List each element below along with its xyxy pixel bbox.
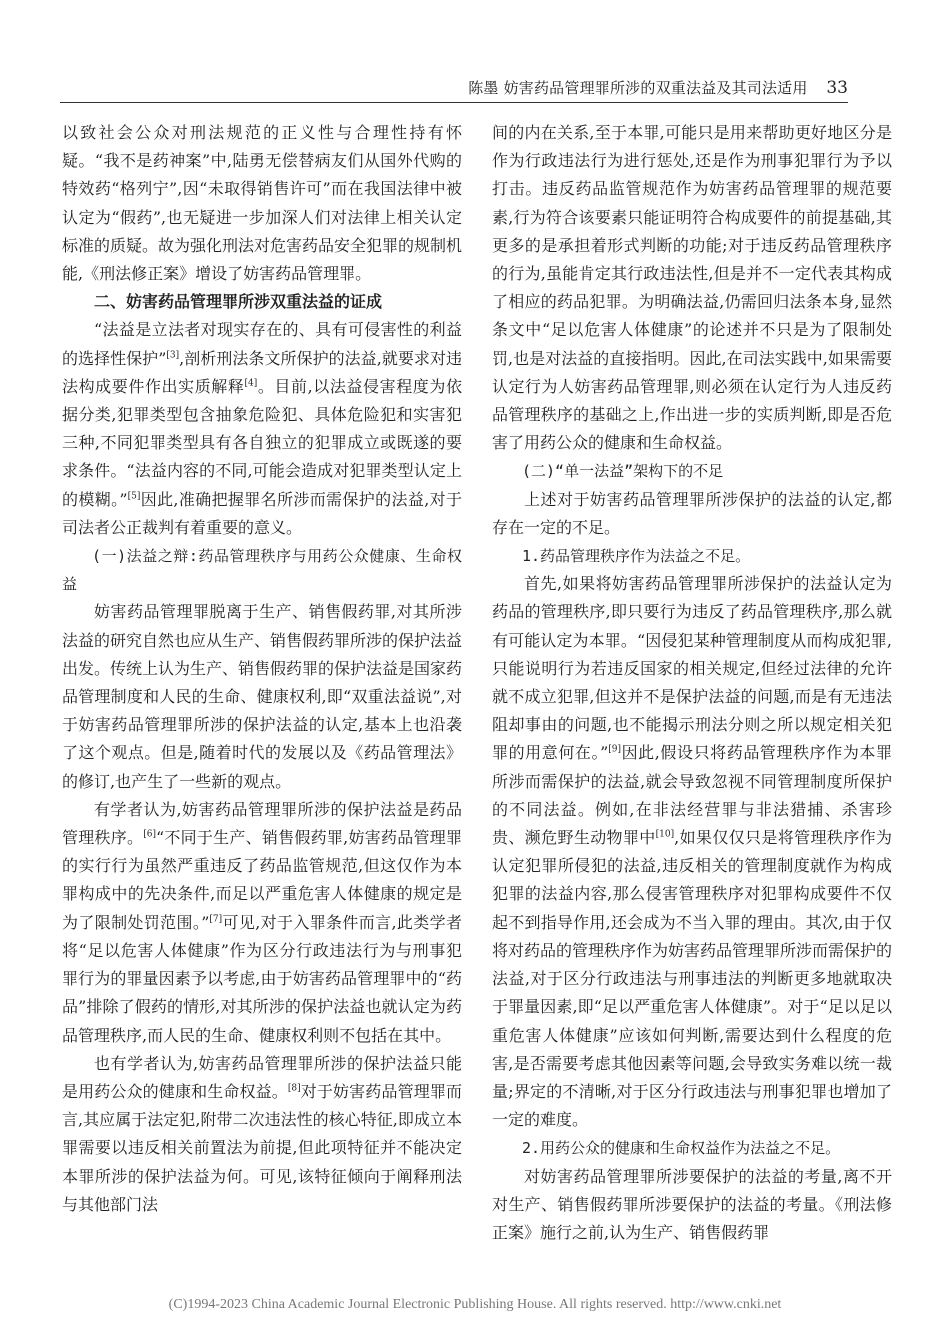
header-title: 陈墨 妨害药品管理罪所涉的双重法益及其司法适用 [468, 79, 808, 97]
section-heading: 二、妨害药品管理罪所涉双重法益的证成 [94, 292, 383, 312]
paragraph: 也有学者认为,妨害药品管理罪所涉的保护法益只能是用药公众的健康和生命权益。[8]对于妨害药品管理罪而言,其应属于法定犯,附带二次违法性的核心特征,即成立本罪需要以违反相关前置法为前提,但此项特征并不能决定本罪所涉的保护法益为何。可见,该特征倾向于阐释刑法与其他部门法 [62, 1053, 462, 1214]
citation-ref: [8] [287, 1083, 301, 1094]
copyright-footer: (C)1994-2023 China Academic Journal Electronic Publishing House. All rights reserved. http://www.cnki.net [168, 1297, 782, 1312]
citation-ref: [5] [127, 491, 141, 502]
citation-ref: [3] [166, 350, 180, 361]
page-number: 33 [826, 78, 848, 98]
paragraph: 以致社会公众对刑法规范的正义性与合理性持有怀疑。“我不是药神案”中,陆勇无偿替病友们从国外代购的特效药“格列宁”,因“未取得销售许可”而在我国法律中被认定为“假药”,也无疑进一步加深人们对法律上相关认定标准的质疑。故为强化刑法对危害药品安全犯罪的规制机能,《刑法修正案》增设了妨害药品管理罪。 [62, 123, 463, 284]
citation-ref: [10] [655, 829, 675, 840]
subsection-heading: 2.用药公众的健康和生命权益作为法益之不足。 [522, 1139, 841, 1158]
paragraph: 对妨害药品管理罪所涉要保护的法益的考量,离不开对生产、销售假药罪所涉要保护的法益的考量。《刑法修正案》施行之前,认为生产、销售假药罪 [492, 1166, 892, 1242]
paragraph: 首先,如果将妨害药品管理罪所涉保护的法益认定为药品的管理秩序,即只要行为违反了药品管理秩序,那么就有可能认定为本罪。“因侵犯某种管理制度从而构成犯罪,只能说明行为若违反国家的相关规定,但经过法律的允许就不成立犯罪,但这并不是保护法益的问题,而是有无违法阻却事由的问题,也不能揭示刑法分则之所以规定相关犯罪的用意何在。”[9]因此,假设只将药品管理秩序作为本罪所涉而需保护的法益,就会导致忽视不同管理制度所保护的不同法益。例如,在非法经营罪与非法猎捕、杀害珍贵、濒危野生动物罪中[10],如果仅仅只是将管理秩序作为认定犯罪所侵犯的法益,违反相关的管理制度就作为构成犯罪的法益内容,那么侵害管理秩序对犯罪构成要件不仅起不到指导作用,还会成为不当入罪的理由。其次,由于仅将对药品的管理秩序作为妨害药品管理罪所涉而需保护的法益,对于区分行政违法与刑事违法的判断更多地就取决于罪量因素,即“足以严重危害人体健康”。对于“足以足以重危害人体健康”应该如何判断,需要达到什么程度的危害,是否需要考虑其他因素等问题,会导致实务难以统一裁量;界定的不清晰,对于区分行政违法与刑事犯罪也增加了一定的难度。 [492, 574, 893, 1130]
subsection-heading: (二)“单一法益”架构下的不足 [522, 462, 724, 481]
paragraph: 有学者认为,妨害药品管理罪所涉的保护法益是药品管理秩序。[6]“不同于生产、销售假药罪,妨害药品管理罪的实行行为虽然严重违反了药品监管规范,但这仅作为本罪构成中的先决条件,而足以严重危害人体健康的规定是为了限制处罚范围。”[7]可见,对于入罪条件而言,此类学者将“足以危害人体健康”作为区分行政违法行为与刑事犯罪行为的罪量因素予以考虑,由于妨害药品管理罪中的“药品”排除了假药的情形,对其所涉的保护法益也就认定为药品管理秩序,而人民的生命、健康权利则不包括在其中。 [62, 799, 462, 1045]
citation-ref: [7] [209, 914, 223, 925]
running-header [60, 76, 848, 103]
paragraph: “法益是立法者对现实存在的、具有可侵害性的利益的选择性保护”[3],剖析刑法条文所保护的法益,就要求对违法构成要件作出实质解释[4]。目前,以法益侵害程度为依据分类,犯罪类型包含抽象危险犯、具体危险犯和实害犯三种,不同犯罪类型具有各自独立的犯罪成立或既遂的要求条件。“法益内容的不同,可能会造成对犯罪类型认定上的模糊。”[5]因此,准确把握罪名所涉而需保护的法益,对于司法者公正裁判有着重要的意义。 [62, 320, 462, 537]
citation-ref: [6] [143, 829, 156, 840]
paragraph: 间的内在关系,至于本罪,可能只是用来帮助更好地区分是作为行政违法行为进行惩处,还是作为刑事犯罪行为予以打击。违反药品监管规范作为妨害药品管理罪的规范要素,行为符合该要素只能证明符合构成要件的前提基础,其更多的是承担着形式判断的功能;对于违反药品管理秩序的行为,虽能肯定其行政违法性,但是并不一定代表其构成了相应的药品犯罪。为明确法益,仍需回归法条本身,显然条文中“足以危害人体健康”的论述并不只是为了限制处罚,也是对法益的直接指明。因此,在司法实践中,如果需要认定行为人妨害药品管理罪,则必须在认定行为人违反药品管理秩序的基础之上,作出进一步的实质判断,即是否危害了用药公众的健康和生命权益。 [492, 123, 892, 453]
subsection-heading: 1.药品管理秩序作为法益之不足。 [522, 547, 751, 566]
paragraph: 妨害药品管理罪脱离于生产、销售假药罪,对其所涉法益的研究自然也应从生产、销售假药罪所涉的保护法益出发。传统上认为生产、销售假药罪的保护法益是国家药品管理制度和人民的生命、健康权利,即“双重法益说”,对于妨害药品管理罪所涉的保护法益的认定,基本上也沿袭了这个观点。但是,随着时代的发展以及《药品管理法》的修订,也产生了一些新的观点。 [62, 602, 463, 791]
citation-ref: [9] [608, 745, 622, 756]
paragraph: 上述对于妨害药品管理罪所涉保护的法益的认定,都存在一定的不足。 [492, 489, 892, 537]
subsection-heading: (一)法益之辩:药品管理秩序与用药公众健康、生命权益 [62, 547, 462, 594]
left-column [62, 119, 462, 1219]
right-column [492, 119, 892, 1247]
citation-ref: [4] [244, 378, 258, 389]
